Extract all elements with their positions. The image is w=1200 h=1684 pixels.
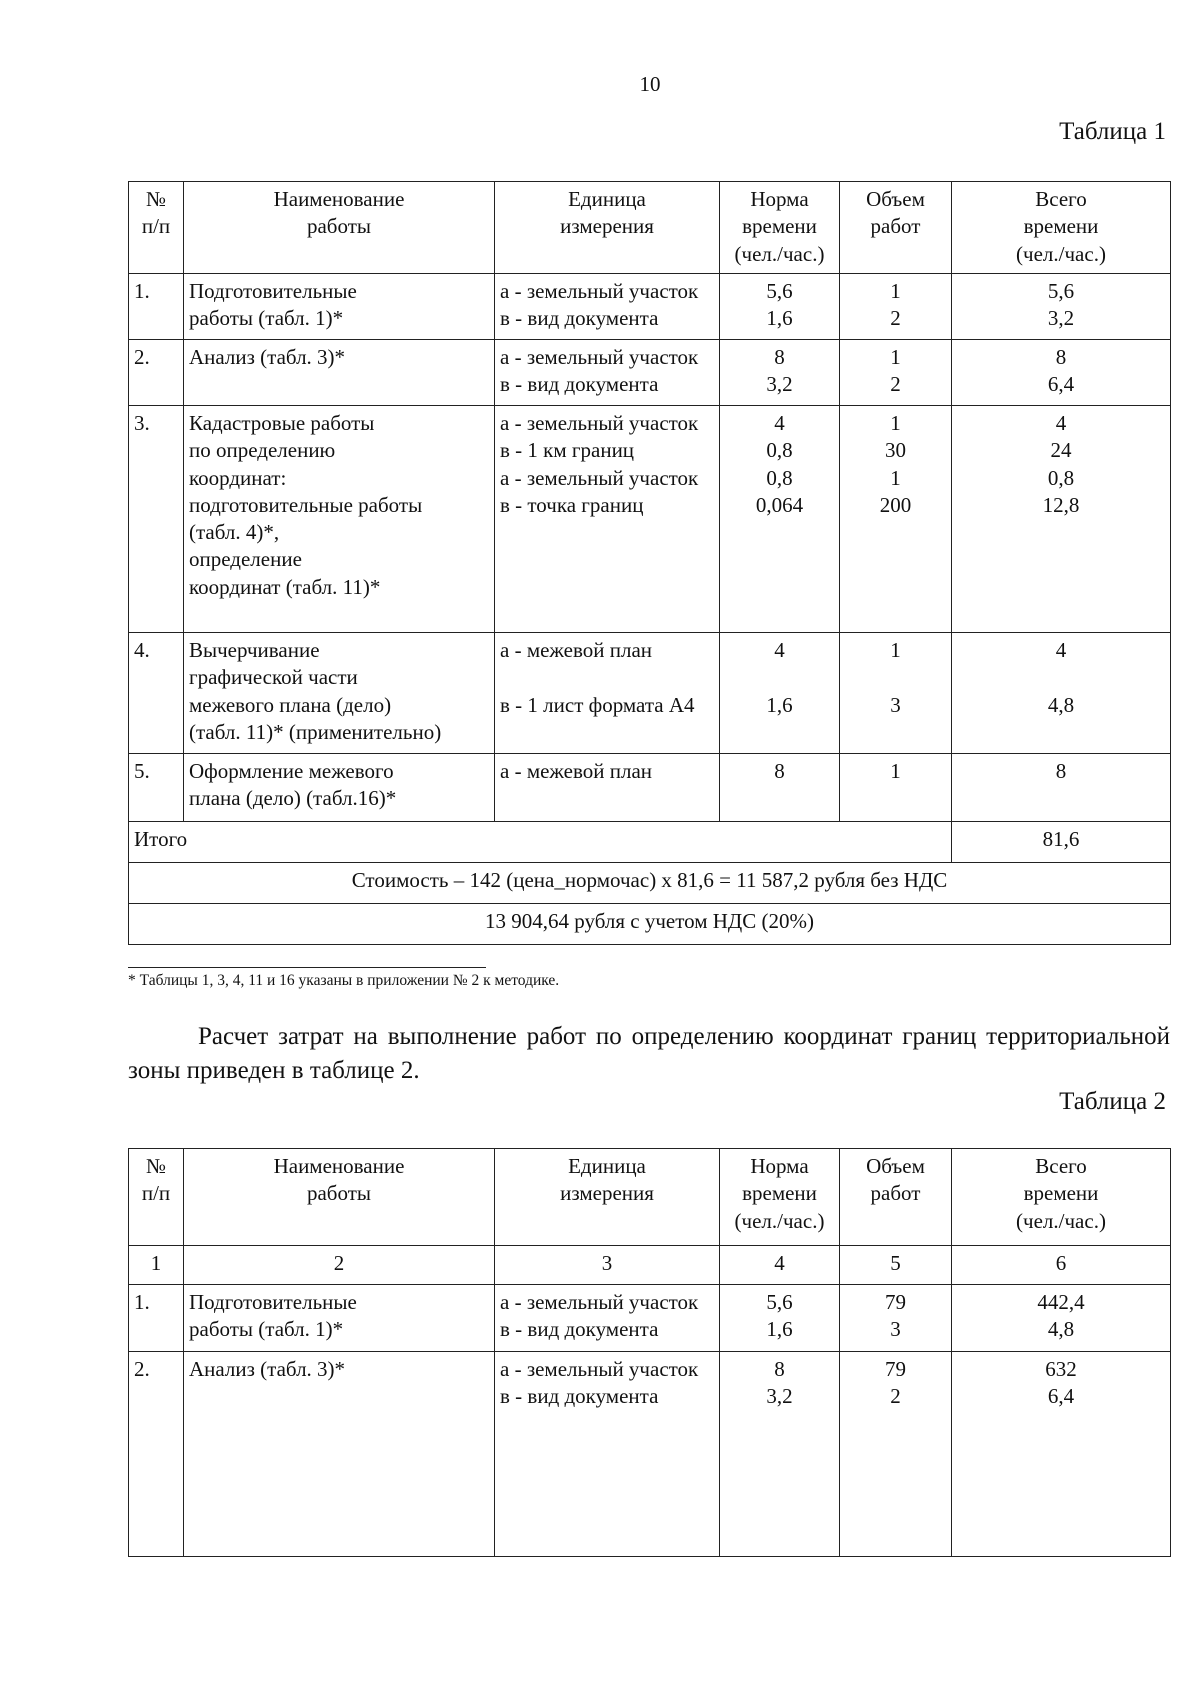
- cell-norm: 8: [720, 754, 840, 822]
- cell-norm: 4 1,6: [720, 633, 840, 754]
- table-1: [128, 181, 1171, 945]
- vat-row: [129, 904, 1171, 945]
- table-row: [129, 340, 1171, 406]
- col-number: 4: [720, 1246, 840, 1285]
- cell-num: 1.: [129, 274, 184, 340]
- t2-header-total: Всего времени (чел./час.): [952, 1149, 1171, 1246]
- cell-unit: а - земельный участок в - вид документа: [495, 340, 720, 406]
- cell-norm: 5,6 1,6: [720, 1285, 840, 1352]
- table-row: [129, 1352, 1171, 1557]
- cell-name: Подготовительные работы (табл. 1)*: [184, 1285, 495, 1352]
- cell-num: 2.: [129, 340, 184, 406]
- table2-caption: Таблица 2: [1059, 1088, 1166, 1115]
- footnote: * Таблицы 1, 3, 4, 11 и 16 указаны в приложении № 2 к методике.: [128, 972, 560, 989]
- table-row: [129, 633, 1171, 754]
- cell-norm: 4 0,8 0,8 0,064: [720, 406, 840, 633]
- cell-volume: 1 3: [840, 633, 952, 754]
- cell-unit: а - земельный участок в - вид документа: [495, 1352, 720, 1557]
- cell-volume: 1 2: [840, 274, 952, 340]
- cost-row: [129, 863, 1171, 904]
- t2-header-num: № п/п: [129, 1149, 184, 1246]
- cell-name: Оформление межевого плана (дело) (табл.16)*: [184, 754, 495, 822]
- cell-num: 1.: [129, 1285, 184, 1352]
- t2-header-name: Наименование работы: [184, 1149, 495, 1246]
- t1-header-num: № п/п: [129, 182, 184, 274]
- cell-unit: а - земельный участок в - 1 км границ а - земельный участок в - точка границ: [495, 406, 720, 633]
- t2-header-norm: Норма времени (чел./час.): [720, 1149, 840, 1246]
- cell-total: 5,6 3,2: [952, 274, 1171, 340]
- cell-num: 3.: [129, 406, 184, 633]
- col-number: 1: [129, 1246, 184, 1285]
- t1-header-total: Всего времени (чел./час.): [952, 182, 1171, 274]
- body-paragraph: Расчет затрат на выполнение работ по определению координат границ территориальной зоны приведен в таблице 2.: [128, 1023, 1170, 1084]
- cell-num: 2.: [129, 1352, 184, 1557]
- cell-num: 4.: [129, 633, 184, 754]
- t1-header-unit: Единица измерения: [495, 182, 720, 274]
- cell-unit: а - земельный участок в - вид документа: [495, 274, 720, 340]
- cell-unit: а - межевой план в - 1 лист формата А4: [495, 633, 720, 754]
- cell-unit: а - земельный участок в - вид документа: [495, 1285, 720, 1352]
- cell-name: Подготовительные работы (табл. 1)*: [184, 274, 495, 340]
- cell-total: 632 6,4: [952, 1352, 1171, 1557]
- cell-norm: 8 3,2: [720, 340, 840, 406]
- cell-total: 442,4 4,8: [952, 1285, 1171, 1352]
- t2-header-unit: Единица измерения: [495, 1149, 720, 1246]
- cell-norm: 5,6 1,6: [720, 274, 840, 340]
- vat-line: 13 904,64 рубля с учетом НДС (20%): [129, 904, 1171, 945]
- cell-total: 8: [952, 754, 1171, 822]
- t1-header-norm: Норма времени (чел./час.): [720, 182, 840, 274]
- total-label: Итого: [129, 822, 952, 863]
- total-value: 81,6: [952, 822, 1171, 863]
- cell-name: Анализ (табл. 3)*: [184, 1352, 495, 1557]
- cell-num: 5.: [129, 754, 184, 822]
- table-row: [129, 754, 1171, 822]
- cell-volume: 1 2: [840, 340, 952, 406]
- col-number: 5: [840, 1246, 952, 1285]
- cell-name: Кадастровые работы по определению координат: подготовительные работы (табл. 4)*, определение координат (табл. 11)*: [184, 406, 495, 633]
- cell-name: Вычерчивание графической части межевого плана (дело) (табл. 11)* (применительно): [184, 633, 495, 754]
- table2-header-row: [129, 1149, 1171, 1246]
- cell-name: Анализ (табл. 3)*: [184, 340, 495, 406]
- footnote-divider: [128, 967, 486, 968]
- cell-volume: 1 30 1 200: [840, 406, 952, 633]
- t1-header-volume: Объем работ: [840, 182, 952, 274]
- col-number: 2: [184, 1246, 495, 1285]
- table-row: [129, 1285, 1171, 1352]
- cell-total: 4 4,8: [952, 633, 1171, 754]
- t1-header-name: Наименование работы: [184, 182, 495, 274]
- cell-volume: 79 2: [840, 1352, 952, 1557]
- cell-volume: 1: [840, 754, 952, 822]
- cell-norm: 8 3,2: [720, 1352, 840, 1557]
- cost-line: Стоимость – 142 (цена_нормочас) х 81,6 = 11 587,2 рубля без НДС: [129, 863, 1171, 904]
- column-number-row: [129, 1246, 1171, 1285]
- table-row: [129, 406, 1171, 633]
- table-2: [128, 1148, 1171, 1557]
- col-number: 6: [952, 1246, 1171, 1285]
- cell-total: 4 24 0,8 12,8: [952, 406, 1171, 633]
- page-number: 10: [639, 72, 661, 96]
- cell-unit: а - межевой план: [495, 754, 720, 822]
- total-row: [129, 822, 1171, 863]
- cell-volume: 79 3: [840, 1285, 952, 1352]
- table1-caption: Таблица 1: [1059, 118, 1166, 145]
- table1-header-row: [129, 182, 1171, 274]
- col-number: 3: [495, 1246, 720, 1285]
- table-row: [129, 274, 1171, 340]
- t2-header-volume: Объем работ: [840, 1149, 952, 1246]
- cell-total: 8 6,4: [952, 340, 1171, 406]
